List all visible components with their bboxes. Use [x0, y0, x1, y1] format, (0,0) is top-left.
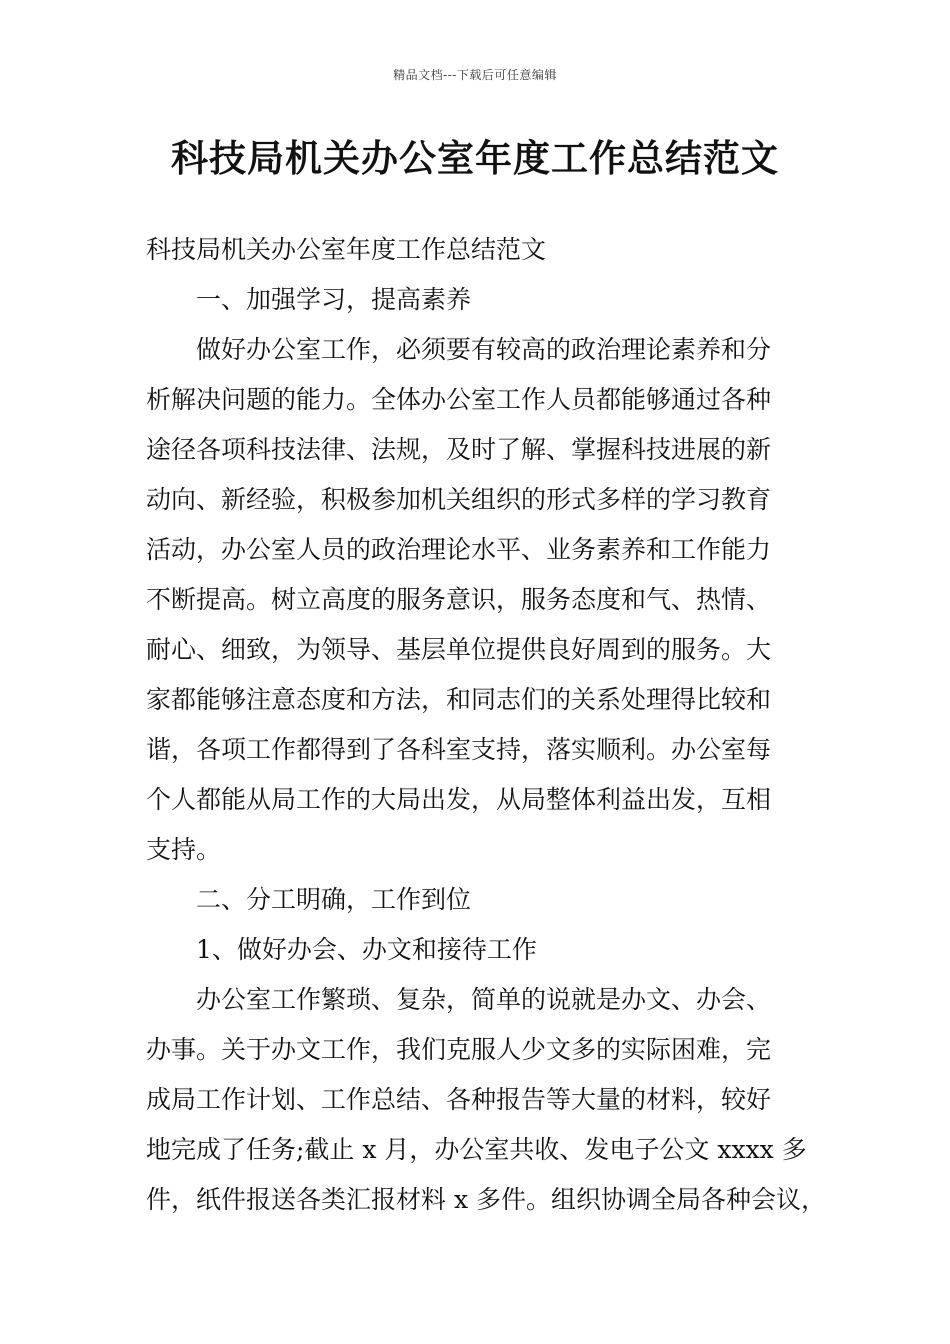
body-line: 家都能够注意态度和方法，和同志们的关系处理得比较和	[146, 685, 772, 714]
body-line: 支持。	[146, 835, 222, 864]
body-line: 不断提高。树立高度的服务意识，服务态度和气、热情、	[146, 585, 772, 614]
document-body	[146, 225, 826, 1225]
body-line: 动向、新经验，积极参加机关组织的形式多样的学习教育	[146, 485, 772, 514]
body-line: 成局工作计划、工作总结、各种报告等大量的材料，较好	[146, 1085, 772, 1114]
body-line: 办公室工作繁琐、复杂，简单的说就是办文、办会、	[196, 985, 772, 1014]
body-line: 析解决问题的能力。全体办公室工作人员都能够通过各种	[146, 385, 772, 414]
body-line: 途径各项科技法律、法规，及时了解、掌握科技进展的新	[146, 435, 772, 464]
body-line: 谐，各项工作都得到了各科室支持，落实顺利。办公室每	[146, 735, 772, 764]
body-line: 做好办公室工作，必须要有较高的政治理论素养和分	[196, 335, 772, 364]
section-heading: 一、加强学习，提高素养	[196, 285, 472, 314]
body-line: 耐心、细致，为领导、基层单位提供良好周到的服务。大	[146, 635, 772, 664]
body-line: 件，纸件报送各类汇报材料 x 多件。组织协调全局各种会议，	[146, 1185, 826, 1214]
header-note: 精品文档---下载后可任意编辑	[393, 68, 557, 82]
section-heading: 二、分工明确，工作到位	[196, 885, 472, 914]
page-title: 科技局机关办公室年度工作总结范文	[171, 137, 779, 180]
body-line: 办事。关于办文工作，我们克服人少文多的实际困难，完	[146, 1035, 772, 1064]
body-line: 科技局机关办公室年度工作总结范文	[146, 235, 547, 264]
subsection-heading: 1、做好办会、办文和接待工作	[196, 935, 537, 964]
body-line: 活动，办公室人员的政治理论水平、业务素养和工作能力	[146, 535, 772, 564]
body-line: 地完成了任务;截止 x 月，办公室共收、发电子公文 xxxx 多	[146, 1135, 807, 1164]
body-line: 个人都能从局工作的大局出发，从局整体利益出发，互相	[146, 785, 772, 814]
